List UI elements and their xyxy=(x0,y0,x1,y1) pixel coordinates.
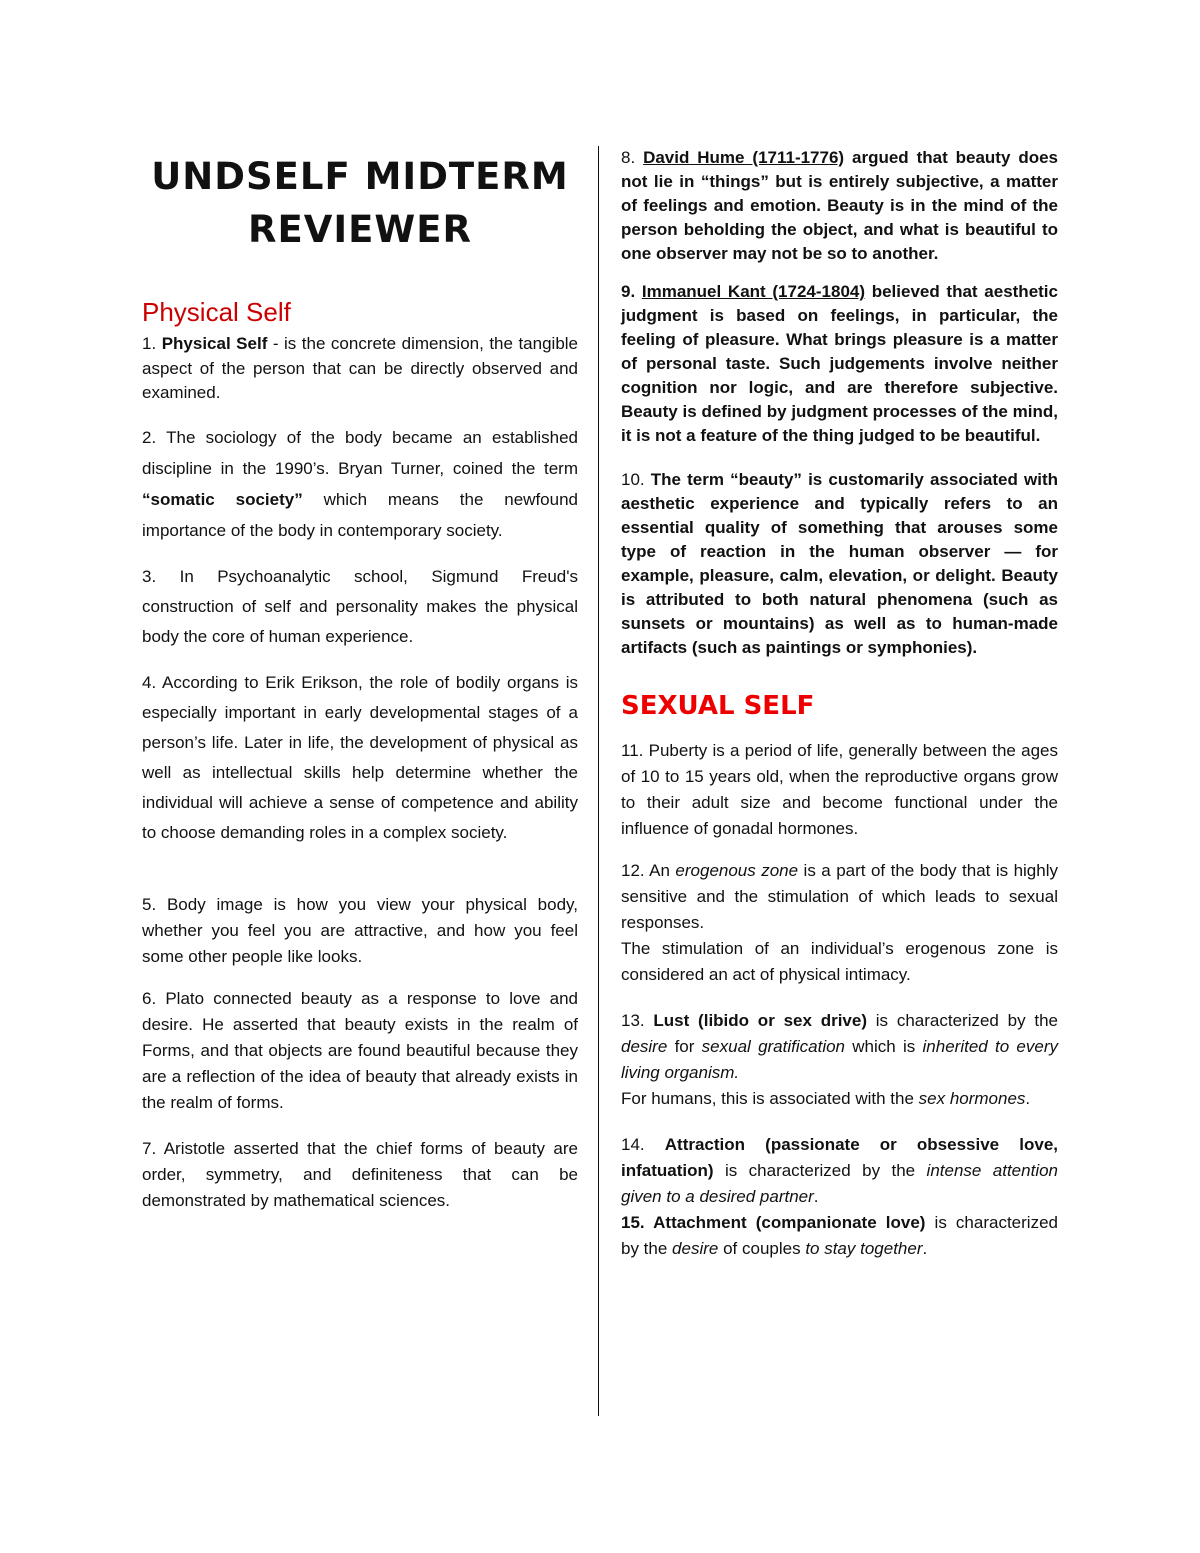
item-15 xyxy=(621,1210,1058,1262)
item-4 xyxy=(142,668,578,848)
item-number: 15. xyxy=(621,1213,654,1232)
item-name: David Hume (1711-1776) xyxy=(643,148,845,167)
item-text: An xyxy=(649,861,676,880)
item-number: 2. xyxy=(142,427,167,447)
bullet-line xyxy=(621,936,1058,988)
item-2 xyxy=(142,422,578,546)
sexual-self-heading: SEXUAL SELF xyxy=(621,691,815,721)
item-1 xyxy=(142,332,578,406)
item-10 xyxy=(621,468,1058,660)
item-number: 10. xyxy=(621,470,651,489)
item-text: Aristotle asserted that the chief forms of beauty are order, symmetry, and definiteness that can be demonstrated by mathematical sciences. xyxy=(142,1138,578,1210)
item-text: argued that beauty does not lie in “things” but is entirely subjective, a matter of feelings and emotion. Beauty is in the mind of the person beholding the object, and what is beautiful to one observer may not be so to another. xyxy=(621,148,1059,263)
item-italic: intense attention given to a desired partner xyxy=(621,1161,1059,1206)
item-text: Body image is how you view your physical body, whether you feel you are attractive, and how you feel some other people like looks. xyxy=(142,894,578,966)
item-italic: sexual gratification xyxy=(701,1037,846,1056)
item-number: 7. xyxy=(142,1138,164,1158)
item-text: - is the concrete dimension, the tangible aspect of the person that can be directly observed and examined. xyxy=(142,334,579,402)
item-13 xyxy=(621,1008,1058,1112)
item-number: 3. xyxy=(142,566,180,586)
item-3 xyxy=(142,562,578,652)
bullet-italic: sex hormones xyxy=(918,1089,1026,1108)
item-term: erogenous zone xyxy=(675,861,799,880)
item-text: for xyxy=(667,1037,702,1056)
item-number: 13. xyxy=(621,1011,654,1030)
item-text: Plato connected beauty as a response to love and desire. He asserted that beauty exists in the realm of Forms, and that objects are found beautiful because they are a reflection of the idea of beauty that already exists in the realm of forms. xyxy=(142,988,578,1112)
document-title xyxy=(142,150,578,256)
item-8 xyxy=(621,146,1058,266)
item-text: According to Erik Erikson, the role of bodily organs is especially important in early developmental stages of a person’s life. Later in life, the development of physical as well as intellectual skills help determine whether the individual will achieve a sense of competence and ability to choose demanding roles in a complex society. xyxy=(142,672,578,842)
left-column xyxy=(142,150,578,1214)
item-5 xyxy=(142,892,578,970)
item-text: is characterized by the xyxy=(867,1011,1059,1030)
title-line-2: REVIEWER xyxy=(247,208,473,251)
item-text: In Psychoanalytic school, Sigmund Freud's construction of self and personality makes the physical body the core of human experience. xyxy=(142,566,578,646)
item-7 xyxy=(142,1136,578,1214)
physical-self-heading: Physical Self xyxy=(142,297,291,327)
item-italic: to stay together xyxy=(805,1239,923,1258)
item-number: 9. xyxy=(621,282,642,301)
item-term: Lust (libido or sex drive) xyxy=(653,1011,868,1030)
item-text: is characterized by the xyxy=(713,1161,927,1180)
item-number: 8. xyxy=(621,148,644,167)
item-text: The term “beauty” is customarily associated with aesthetic experience and typically refers to an essential quality of something that arouses some type of reaction in the human observer — for example, pleasure, calm, elevation, or delight. Beauty is attributed to both natural phenomena (such as sunsets or mountains) as well as to human-made artifacts (such as paintings or symphonies). xyxy=(621,470,1058,657)
item-text: which means the newfound importance of the body in contemporary society. xyxy=(142,489,578,540)
item-14 xyxy=(621,1132,1058,1210)
bullet-text: The stimulation of an individual’s erogenous zone is considered an act of physical intimacy. xyxy=(621,939,1058,984)
item-text: . xyxy=(813,1187,819,1206)
item-6 xyxy=(142,986,578,1116)
item-text: believed that aesthetic judgment is based on feelings, in particular, the feeling of pleasure. What brings pleasure is a matter of personal taste. Such judgements involve neither cognition nor logic, and are therefore subjective. Beauty is defined by judgment processes of the mind, it is not a feature of the thing judged to be beautiful. xyxy=(621,282,1058,445)
item-italic: desire xyxy=(672,1239,719,1258)
bullet-line xyxy=(621,1086,1058,1112)
item-term: “somatic society” xyxy=(142,489,303,509)
right-column xyxy=(621,146,1058,1262)
item-number: 11. xyxy=(621,741,649,760)
item-number: 14. xyxy=(621,1135,665,1154)
item-italic: inherited to every living organism. xyxy=(621,1037,1058,1082)
item-text: Puberty is a period of life, generally between the ages of 10 to 15 years old, when the reproductive organs grow to their adult size and become functional under the influence of gonadal hormones. xyxy=(621,741,1058,838)
item-text: The sociology of the body became an established discipline in the 1990’s. Bryan Turner, coined the term xyxy=(142,427,578,478)
item-text: is a part of the body that is highly sensitive and the stimulation of which leads to sexual responses. xyxy=(621,861,1058,932)
item-number: 12. xyxy=(621,861,650,880)
item-text: . xyxy=(922,1239,928,1258)
item-12 xyxy=(621,858,1058,988)
item-name: Immanuel Kant (1724-1804) xyxy=(641,282,866,301)
item-text: which is xyxy=(845,1037,923,1056)
bullet-text: . xyxy=(1025,1089,1031,1108)
title-line-1: UNDSELF MIDTERM xyxy=(151,155,569,198)
item-number: 1. xyxy=(142,334,162,353)
item-number: 4. xyxy=(142,672,162,692)
bullet-text: For humans, this is associated with the xyxy=(621,1089,919,1108)
item-italic: desire xyxy=(621,1037,668,1056)
item-term: Physical Self xyxy=(161,334,268,353)
item-text: is characterized by the xyxy=(621,1213,1058,1258)
item-text: of couples xyxy=(718,1239,806,1258)
item-number: 5. xyxy=(142,894,167,914)
item-11 xyxy=(621,738,1058,842)
item-9 xyxy=(621,280,1058,448)
column-divider xyxy=(598,146,599,1416)
item-number: 6. xyxy=(142,988,166,1008)
item-term: Attachment (companionate love) xyxy=(653,1213,926,1232)
item-term: Attraction (passionate or obsessive love, infatuation) xyxy=(621,1135,1058,1180)
